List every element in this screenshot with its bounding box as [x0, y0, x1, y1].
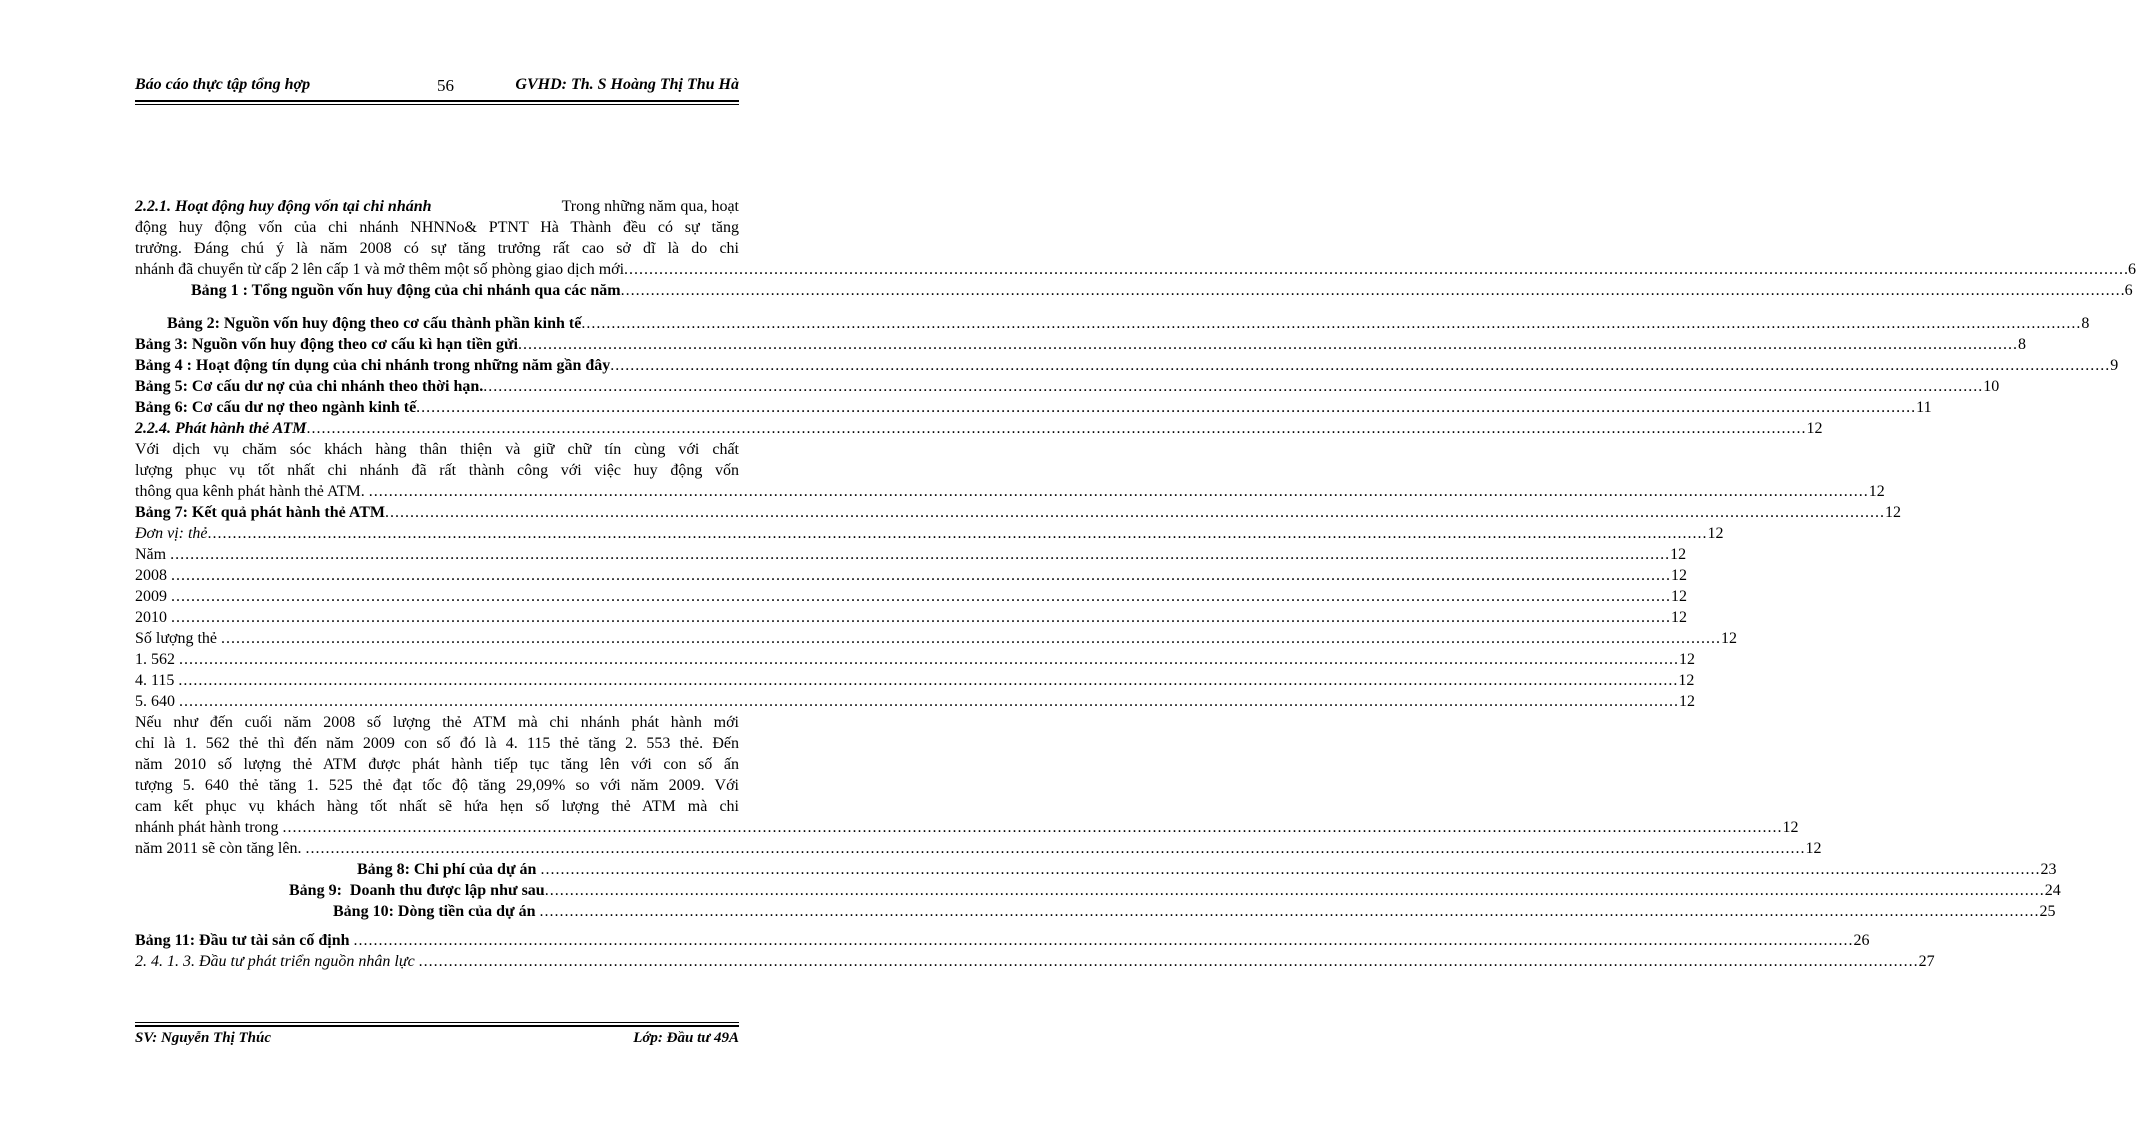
- header-page-number: 56: [437, 76, 454, 95]
- header-report-title: Báo cáo thực tập tổng hợp: [135, 76, 311, 93]
- toc-bang1: Bảng 1 : Tổng nguồn vốn huy động của chi nhánh qua các năm ............................................................................................................................................................................................................................................................................................................ .6: [191, 282, 2133, 299]
- atm-line-3: thông qua kênh phát hành thẻ ATM. ............................................................................................................................................................................................................................................................................................................ 12: [135, 483, 1885, 500]
- toc-bang9: Bảng 9: Doanh thu được lập như sau ............................................................................................................................................................................................................................................................................................................ 24: [289, 882, 2061, 899]
- toc-bang10: Bảng 10: Dòng tiền của dự án ............................................................................................................................................................................................................................................................................................................ 25: [333, 903, 2056, 920]
- atm-line-2: lượng phục vụ tốt nhất chi nhánh đã rất thành công với việc huy động vốn: [135, 462, 739, 479]
- sec221-page: .6: [2124, 261, 2136, 278]
- toc-v1: 1. 562 ............................................................................................................................................................................................................................................................................................................ 12: [135, 651, 1695, 668]
- toc-sec224: 2.2.4. Phát hành thẻ ATM ............................................................................................................................................................................................................................................................................................................ 12: [135, 420, 1823, 437]
- sec221-line-3: trưởng. Đáng chú ý là năm 2008 có sự tăng trưởng rất cao sở dĩ là do chi: [135, 240, 739, 257]
- toc-bang6: Bảng 6: Cơ cấu dư nợ theo ngành kinh tế ............................................................................................................................................................................................................................................................................................................ 11: [135, 399, 1932, 416]
- toc-nam: Năm ............................................................................................................................................................................................................................................................................................................ 12: [135, 546, 1687, 563]
- sec221-line-2: động huy động vốn của chi nhánh NHNNo& PTNT Hà Thành đều có sự tăng: [135, 219, 739, 236]
- header-rule-thin: [135, 104, 739, 105]
- narrative-line-6: nhánh phát hành trong ............................................................................................................................................................................................................................................................................................................ 12: [135, 819, 1799, 836]
- toc-bang8: Bảng 8: Chi phí của dự án ............................................................................................................................................................................................................................................................................................................ 23: [357, 861, 2057, 878]
- toc-v3: 5. 640 ............................................................................................................................................................................................................................................................................................................ 12: [135, 693, 1695, 710]
- narrative-line-7: năm 2011 sẽ còn tăng lên. ............................................................................................................................................................................................................................................................................................................ 12: [135, 840, 1822, 857]
- narrative-line-5: cam kết phục vụ khách hàng tốt nhất sẽ hứa hẹn số lượng thẻ ATM mà chi: [135, 798, 739, 815]
- toc-2008: 2008 ............................................................................................................................................................................................................................................................................................................ 12: [135, 567, 1687, 584]
- page-header: [135, 76, 739, 100]
- toc-bang11: Bảng 11: Đầu tư tài sản cố định ............................................................................................................................................................................................................................................................................................................ 26: [135, 932, 1870, 949]
- toc-bang5: Bảng 5: Cơ cấu dư nợ của chi nhánh theo thời hạn. ............................................................................................................................................................................................................................................................................................................ 10: [135, 378, 2000, 395]
- sec221-line-4: nhánh đã chuyển từ cấp 2 lên cấp 1 và mở thêm một số phòng giao dịch mới ............................................................................................................................................................................................................................................................................................................ .6: [135, 261, 2136, 278]
- toc-content: [135, 196, 2136, 972]
- narrative-line-3: năm 2010 số lượng thẻ ATM được phát hành tiếp tục tăng lên với con số ấn: [135, 756, 739, 773]
- toc-bang3: Bảng 3: Nguồn vốn huy động theo cơ cấu kì hạn tiền gửi ............................................................................................................................................................................................................................................................................................................ 8: [135, 336, 2026, 353]
- header-supervisor: GVHD: Th. S Hoàng Thị Thu Hà: [515, 76, 739, 93]
- toc-soluong: Số lượng thẻ ............................................................................................................................................................................................................................................................................................................ 12: [135, 630, 1738, 647]
- atm-line-1: Với dịch vụ chăm sóc khách hàng thân thiện và giữ chữ tín cùng với chất: [135, 441, 739, 458]
- toc-donvi: Đơn vị: thẻ ............................................................................................................................................................................................................................................................................................................ 12: [135, 525, 1724, 542]
- narrative-line-4: tượng 5. 640 thẻ tăng 1. 525 thẻ đạt tốc độ tăng 29,09% so với năm 2009. Với: [135, 777, 739, 794]
- sec221-title: 2.2.1. Hoạt động huy động vốn tại chi nhánh: [135, 198, 432, 215]
- footer-rule-thick: [135, 1025, 739, 1027]
- narrative-line-1: Nếu như đến cuối năm 2008 số lượng thẻ ATM mà chi nhánh phát hành mới: [135, 714, 739, 731]
- toc-sec2413: 2. 4. 1. 3. Đầu tư phát triển nguồn nhân lực ............................................................................................................................................................................................................................................................................................................ 27: [135, 953, 1935, 970]
- toc-2010: 2010 ............................................................................................................................................................................................................................................................................................................ 12: [135, 609, 1687, 626]
- footer-class: Lớp: Đầu tư 49A: [633, 1030, 739, 1046]
- toc-2009: 2009 ............................................................................................................................................................................................................................................................................................................ 12: [135, 588, 1687, 605]
- header-rule-thick: [135, 100, 739, 102]
- toc-bang4: Bảng 4 : Hoạt động tín dụng của chi nhánh trong những năm gần đây ............................................................................................................................................................................................................................................................................................................ 9: [135, 357, 2119, 374]
- toc-v2: 4. 115 ............................................................................................................................................................................................................................................................................................................ 12: [135, 672, 1695, 689]
- page-footer: [135, 1030, 739, 1052]
- toc-bang2: Bảng 2: Nguồn vốn huy động theo cơ cấu thành phần kinh tế ............................................................................................................................................................................................................................................................................................................ 8: [167, 315, 2090, 332]
- footer-student: SV: Nguyễn Thị Thúc: [135, 1030, 271, 1046]
- sec221-line-1: 2.2.1. Hoạt động huy động vốn tại chi nhánh Trong những năm qua, hoạt: [135, 198, 739, 215]
- toc-bang7: Bảng 7: Kết quả phát hành thẻ ATM ............................................................................................................................................................................................................................................................................................................ 12: [135, 504, 1901, 521]
- narrative-line-2: chỉ là 1. 562 thẻ thì đến năm 2009 con số đó là 4. 115 thẻ tăng 2. 553 thẻ. Đến: [135, 735, 739, 752]
- footer-rule-thin: [135, 1022, 739, 1023]
